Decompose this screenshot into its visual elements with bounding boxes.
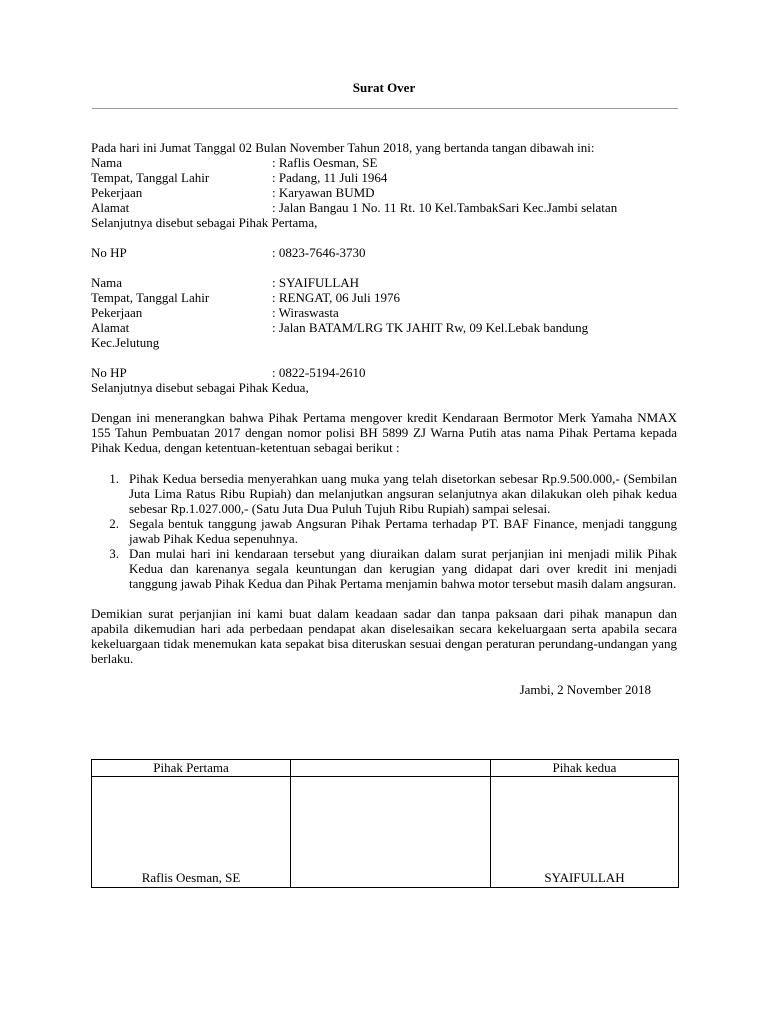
pihak2-alamat-continued: Kec.Jelutung [91,335,160,350]
pihak1-ttl-row [91,170,677,185]
ketentuan-list [91,471,677,591]
pihak2-alamat-value: : Jalan BATAM/LRG TK JAHIT Rw, 09 Kel.Lebak bandung [272,320,589,335]
ketentuan-text: Segala bentuk tanggung jawab Angsuran Pihak Pertama terhadap PT. BAF Finance, menjadi tanggung jawab Pihak Kedua sepenuhnya. [129,516,677,546]
pihak2-ttl-value: : RENGAT, 06 Juli 1976 [272,290,400,305]
middle-signature [291,777,491,888]
pihak2-ttl-label: Tempat, Tanggal Lahir [91,290,210,305]
middle-header [291,760,491,777]
pihak1-sebutan: Selanjutnya disebut sebagai Pihak Pertama, [91,215,318,230]
pihak-pertama-signature: Raflis Oesman, SE [92,777,291,888]
pihak1-alamat-label: Alamat [91,200,130,215]
pihak2-nama-row [91,275,677,290]
ketentuan-item [91,471,677,516]
pihak1-hp-label: No HP [91,245,127,260]
pihak1-ttl-value: : Padang, 11 Juli 1964 [272,170,388,185]
pihak2-nama-label: Nama [91,275,123,290]
document-body [91,140,677,697]
ketentuan-number: 2. [109,516,119,531]
pihak1-pekerjaan-value: : Karyawan BUMD [272,185,375,200]
signature-header-row [92,760,679,777]
pihak1-pekerjaan-label: Pekerjaan [91,185,143,200]
pihak-pertama-header: Pihak Pertama [92,760,291,777]
ketentuan-item [91,546,677,591]
ketentuan-text: Pihak Kedua bersedia menyerahkan uang muka yang telah disetorkan sebesar Rp.9.500.000,- (Sembilan Juta Lima Ratus Ribu Rupiah) dan melanjutkan angsuran selanjutnya akan dilakukan oleh pihak kedua sebesar Rp.1.027.000,- (Satu Juta Dua Puluh Tujuh Ribu Rupiah) sampai selesai. [129,471,677,516]
pihak1-nama-label: Nama [91,155,123,170]
pihak2-pekerjaan-row [91,305,677,320]
pihak2-hp-value: : 0822-5194-2610 [272,365,366,380]
pihak1-nama-value: : Raflis Oesman, SE [272,155,378,170]
pihak-kedua-block [91,275,677,395]
pihak2-sebutan: Selanjutnya disebut sebagai Pihak Kedua, [91,380,309,395]
pihak2-alamat-label: Alamat [91,320,130,335]
pihak1-hp-row [91,245,677,260]
pihak1-nama-row [91,155,677,170]
signature-table [91,759,679,888]
signature-row [92,777,679,888]
intro-paragraph: Pada hari ini Jumat Tanggal 02 Bulan November Tahun 2018, yang bertanda tangan dibawah ini: [91,140,595,155]
pihak2-hp-label: No HP [91,365,127,380]
pihak1-ttl-label: Tempat, Tanggal Lahir [91,170,210,185]
pihak2-nama-value: : SYAIFULLAH [272,275,360,290]
pihak2-ttl-row [91,290,677,305]
title-divider [92,108,678,109]
pihak2-hp-row [91,365,677,380]
pihak2-alamat-row [91,320,677,335]
ketentuan-item [91,516,677,546]
ketentuan-number: 1. [109,471,119,486]
pihak1-hp-value: : 0823-7646-3730 [272,245,366,260]
pihak1-alamat-value: : Jalan Bangau 1 No. 11 Rt. 10 Kel.TambakSari Kec.Jambi selatan [272,200,618,215]
pihak2-pekerjaan-value: : Wiraswasta [272,305,339,320]
ketentuan-number: 3. [109,546,119,561]
pihak1-pekerjaan-row [91,185,677,200]
pihak-kedua-header: Pihak kedua [491,760,679,777]
place-date: Jambi, 2 November 2018 [519,682,651,697]
penutup-paragraph: Demikian surat perjanjian ini kami buat dalam keadaan sadar dan tanpa paksaan dari pihak manapun dan apabila dikemudian hari ada perbedaan pendapat akan diselesaikan secara kekeluargaan serta apabila secara kekeluargaan tidak menemukan kata sepakat bisa diteruskan sesuai dengan peraturan perundang-undangan yang berlaku. [91,606,677,666]
ketentuan-text: Dan mulai hari ini kendaraan tersebut yang diuraikan dalam surat perjanjian ini menjadi milik Pihak Kedua dan karenanya segala keuntungan dan kerugian yang didapat dari over kredit ini menjadi tanggung jawab Pihak Kedua dan Pihak Pertama menjamin bahwa motor tersebut masih dalam angsuran. [129,546,677,591]
pihak2-pekerjaan-label: Pekerjaan [91,305,143,320]
pihak-pertama-block [91,155,677,260]
document-title: Surat Over [352,80,416,95]
pihak-kedua-signature: SYAIFULLAH [491,777,679,888]
keterangan-paragraph: Dengan ini menerangkan bahwa Pihak Pertama mengover kredit Kendaraan Bermotor Merk Yamaha NMAX 155 Tahun Pembuatan 2017 dengan nomor polisi BH 5899 ZJ Warna Putih atas nama Pihak Pertama kepada Pihak Kedua, dengan ketentuan-ketentuan sebagai berikut : [91,410,677,455]
pihak1-alamat-row [91,200,677,215]
